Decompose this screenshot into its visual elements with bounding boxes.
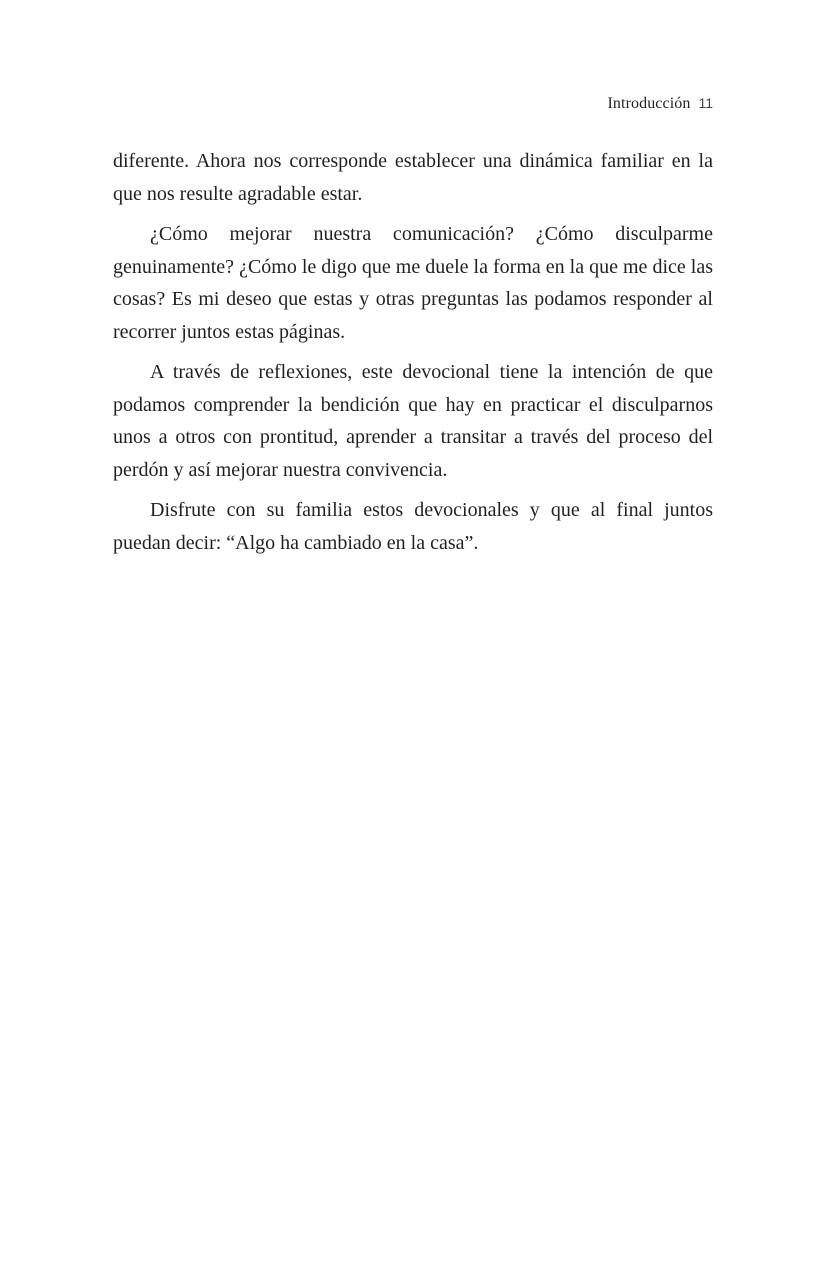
- page-number: 11: [698, 95, 713, 111]
- paragraph: Disfrute con su familia estos devocionales y que al final juntos puedan decir: “Algo ha cambiado en la casa”.: [113, 499, 713, 554]
- body-text: [113, 145, 713, 567]
- paragraph: A través de reflexiones, este devocional tiene la intención de que podamos comprender la bendición que hay en practicar el disculparnos unos a otros con prontitud, aprender a transitar a través del proceso del perdón y así mejorar nuestra convivencia.: [113, 361, 713, 481]
- running-header: [608, 92, 714, 115]
- section-title: Introducción: [607, 95, 691, 112]
- paragraph: diferente. Ahora nos corresponde establecer una dinámica familiar en la que nos resulte agradable estar.: [113, 150, 713, 205]
- paragraph: ¿Cómo mejorar nuestra comunicación? ¿Cómo disculparme genuinamente? ¿Cómo le digo que me duele la forma en la que me dice las cosas? Es mi deseo que estas y otras preguntas las podamos responder al recorrer juntos estas páginas.: [113, 223, 713, 343]
